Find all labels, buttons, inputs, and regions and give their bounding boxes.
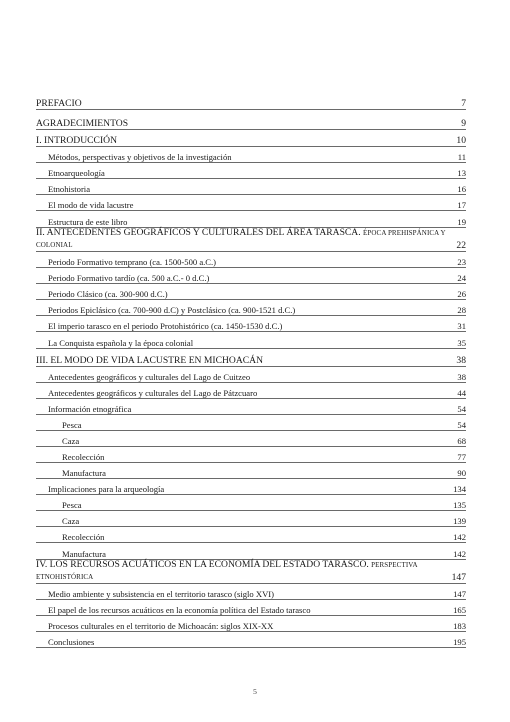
toc-entry-title xyxy=(48,404,131,414)
toc-entry-title-text: Periodo Clásico (ca. 300-900 d.C.) xyxy=(48,289,168,299)
toc-entry[interactable] xyxy=(36,463,466,479)
toc-entry-title-text: Caza xyxy=(62,516,80,526)
toc-entry-page: 139 xyxy=(453,516,466,526)
toc-entry-page: 77 xyxy=(457,452,466,462)
toc-entry-title xyxy=(48,589,274,599)
toc-entry-page: 19 xyxy=(457,217,466,227)
toc-entry-page: 183 xyxy=(453,621,466,631)
toc-entry[interactable] xyxy=(36,316,466,332)
toc-entry[interactable] xyxy=(36,399,466,415)
toc-entry-page: 16 xyxy=(457,184,466,194)
toc-entry[interactable] xyxy=(36,300,466,316)
toc-entry-title-text: Conclusiones xyxy=(48,637,95,647)
toc-entry-page: 44 xyxy=(457,388,466,398)
toc-entry-page: 147 xyxy=(453,589,466,599)
toc-entry-title-text: Antecedentes geográficos y culturales del Lago de Cuitzeo xyxy=(48,372,251,382)
toc-entry[interactable] xyxy=(36,110,466,130)
toc-entry[interactable] xyxy=(36,584,466,600)
toc-entry[interactable] xyxy=(36,130,466,147)
toc-entry-title xyxy=(48,388,257,398)
toc-entry-page: 11 xyxy=(457,152,466,162)
toc-entry-page: 7 xyxy=(461,98,466,109)
page-number: 5 xyxy=(253,687,257,696)
toc-entry[interactable] xyxy=(36,447,466,463)
toc-entry-title xyxy=(62,452,104,462)
toc-entry-title xyxy=(48,217,127,227)
toc-entry-title xyxy=(48,321,282,331)
toc-entry-title-text: Recolección xyxy=(62,532,105,542)
toc-entry[interactable] xyxy=(36,511,466,527)
toc-entry-title-text: El modo de vida lacustre xyxy=(48,200,134,210)
toc-entry-title xyxy=(36,227,450,251)
toc-entry-title xyxy=(48,621,273,631)
toc-entry-page: 142 xyxy=(453,532,466,542)
toc-entry[interactable] xyxy=(36,147,466,163)
toc-entry-title-text: Métodos, perspectivas y objetivos de la investigación xyxy=(48,152,232,162)
toc-entry-title-text: Información etnográfica xyxy=(48,404,132,414)
toc-entry-title xyxy=(48,305,295,315)
toc-entry-title-text: III. EL MODO DE VIDA LACUSTRE EN MICHOACÁN xyxy=(36,355,264,366)
toc-entry[interactable] xyxy=(36,479,466,495)
toc-entry-title-text: Implicaciones para la arqueología xyxy=(48,484,165,494)
toc-entry-title-text: La Conquista española y la época colonial xyxy=(48,338,194,348)
toc-entry-title-text: Antecedentes geográficos y culturales del Lago de Pátzcuaro xyxy=(48,388,258,398)
toc-entry-title-text: I. INTRODUCCIÓN xyxy=(36,135,118,146)
toc-entry[interactable] xyxy=(36,527,466,543)
toc-entry[interactable] xyxy=(36,383,466,399)
toc-entry-page: 135 xyxy=(453,500,466,510)
toc-entry-subtitle: ÉPOCA PREHISPÁNICA Y COLONIAL xyxy=(36,229,446,249)
toc-entry-title-text: Etnohistoria xyxy=(48,184,91,194)
toc-entry-title-text: Estructura de este libro xyxy=(48,217,128,227)
toc-entry[interactable] xyxy=(36,211,466,228)
toc-entry-page: 195 xyxy=(453,637,466,647)
toc-entry[interactable] xyxy=(36,90,466,110)
toc-entry-title-text: Periodo Formativo temprano (ca. 1500-500 a.C.) xyxy=(48,257,217,267)
toc-entry-title-text: II. ANTECEDENTES GEOGRÁFICOS Y CULTURALES DEL ÁREA TARASCA. xyxy=(36,227,364,238)
toc-entry-title xyxy=(48,257,216,267)
toc-entry-title xyxy=(48,200,133,210)
toc-entry-page: 9 xyxy=(461,118,466,129)
toc-entry-title xyxy=(36,135,117,146)
toc-entry-page: 68 xyxy=(457,436,466,446)
toc-entry-title xyxy=(48,338,193,348)
toc-entry[interactable] xyxy=(36,616,466,632)
toc-entry-title-text: Pesca xyxy=(62,500,82,510)
toc-entry-title xyxy=(48,289,168,299)
toc-entry-page: 26 xyxy=(457,289,466,299)
toc-entry[interactable] xyxy=(36,228,466,252)
toc-entry-title-text: El papel de los recursos acuáticos en la economía política del Estado tarasco xyxy=(48,605,311,615)
toc-entry[interactable] xyxy=(36,495,466,511)
toc-entry[interactable] xyxy=(36,367,466,383)
toc-entry-title-text: Recolección xyxy=(62,452,105,462)
toc-entry-page: 35 xyxy=(457,338,466,348)
toc-entry-page: 134 xyxy=(453,484,466,494)
toc-entry[interactable] xyxy=(36,560,466,584)
toc-entry[interactable] xyxy=(36,632,466,648)
toc-entry-title-text: El imperio tarasco en el periodo Protohistórico (ca. 1450-1530 d.C.) xyxy=(48,321,283,331)
toc-entry-title xyxy=(48,152,232,162)
toc-entry-title xyxy=(62,468,106,478)
toc-entry[interactable] xyxy=(36,252,466,268)
toc-entry-title-text: AGRADECIMIENTOS xyxy=(36,118,129,129)
toc-entry-page: 28 xyxy=(457,305,466,315)
toc-entry-title-text: PREFACIO xyxy=(36,98,82,109)
toc-entry-page: 38 xyxy=(456,355,466,366)
toc-entry[interactable] xyxy=(36,332,466,349)
toc-entry[interactable] xyxy=(36,163,466,179)
toc-entry-subtitle: PERSPECTIVA ETNOHISTÓRICA xyxy=(36,561,418,581)
toc-entry-page: 31 xyxy=(457,321,466,331)
toc-entry[interactable] xyxy=(36,415,466,431)
toc-entry-page: 147 xyxy=(451,572,466,583)
toc-entry-page: 54 xyxy=(457,420,466,430)
toc-entry[interactable] xyxy=(36,284,466,300)
toc-entry-title-text: Manufactura xyxy=(62,468,106,478)
toc-entry-page: 23 xyxy=(457,257,466,267)
toc-entry-title xyxy=(48,184,90,194)
toc-entry-title xyxy=(36,98,82,109)
toc-entry-page: 13 xyxy=(457,168,466,178)
toc-entry-title xyxy=(48,372,250,382)
toc-entry-title-text: Caza xyxy=(62,436,80,446)
toc-entry-title xyxy=(48,637,94,647)
toc-entry-title xyxy=(62,436,79,446)
toc-entry-title-text: Pesca xyxy=(62,420,82,430)
toc-entry-page: 38 xyxy=(457,372,466,382)
toc-entry-title-text: Periodo Formativo tardío (ca. 500 a.C.- 0 d.C.) xyxy=(48,273,210,283)
toc-entry-page: 24 xyxy=(457,273,466,283)
toc-entry[interactable] xyxy=(36,431,466,447)
toc-entry-title xyxy=(36,118,128,129)
toc-entry-title xyxy=(62,532,104,542)
toc-entry-title-text: Procesos culturales en el territorio de Michoacán: siglos XIX-XX xyxy=(48,621,274,631)
toc-entry-page: 22 xyxy=(456,240,466,251)
toc-entry[interactable] xyxy=(36,268,466,284)
toc-entry-title xyxy=(62,516,79,526)
toc-entry-page: 90 xyxy=(457,468,466,478)
toc-entry-page: 17 xyxy=(457,200,466,210)
toc-entry-title-text: Periodos Epiclásico (ca. 700-900 d.C) y Postclásico (ca. 900-1521 d.C.) xyxy=(48,305,296,315)
toc-entry-page: 165 xyxy=(453,605,466,615)
toc-entry-title-text: Manufactura xyxy=(62,549,106,559)
toc-entry-title xyxy=(62,420,82,430)
toc-entry-title xyxy=(36,559,446,583)
toc-entry-page: 54 xyxy=(457,404,466,414)
toc-entry[interactable] xyxy=(36,600,466,616)
toc-entry-title xyxy=(48,605,311,615)
toc-entry-title xyxy=(62,549,106,559)
toc-entry-title xyxy=(62,500,82,510)
toc-entry[interactable] xyxy=(36,179,466,195)
toc-entry-title xyxy=(48,484,164,494)
toc-entry-title xyxy=(48,168,105,178)
toc-entry[interactable] xyxy=(36,195,466,211)
toc-entry-page: 10 xyxy=(456,135,466,146)
table-of-contents xyxy=(36,90,466,648)
toc-entry-title xyxy=(48,273,209,283)
toc-entry-title xyxy=(36,355,263,366)
toc-entry-title-text: IV. LOS RECURSOS ACUÁTICOS EN LA ECONOMÍA DEL ESTADO TARASCO. xyxy=(36,559,372,570)
toc-entry-title-text: Etnoarqueología xyxy=(48,168,105,178)
toc-entry[interactable] xyxy=(36,543,466,560)
toc-entry[interactable] xyxy=(36,349,466,367)
toc-entry-page: 142 xyxy=(453,549,466,559)
toc-entry-title-text: Medio ambiente y subsistencia en el territorio tarasco (siglo XVI) xyxy=(48,589,274,599)
